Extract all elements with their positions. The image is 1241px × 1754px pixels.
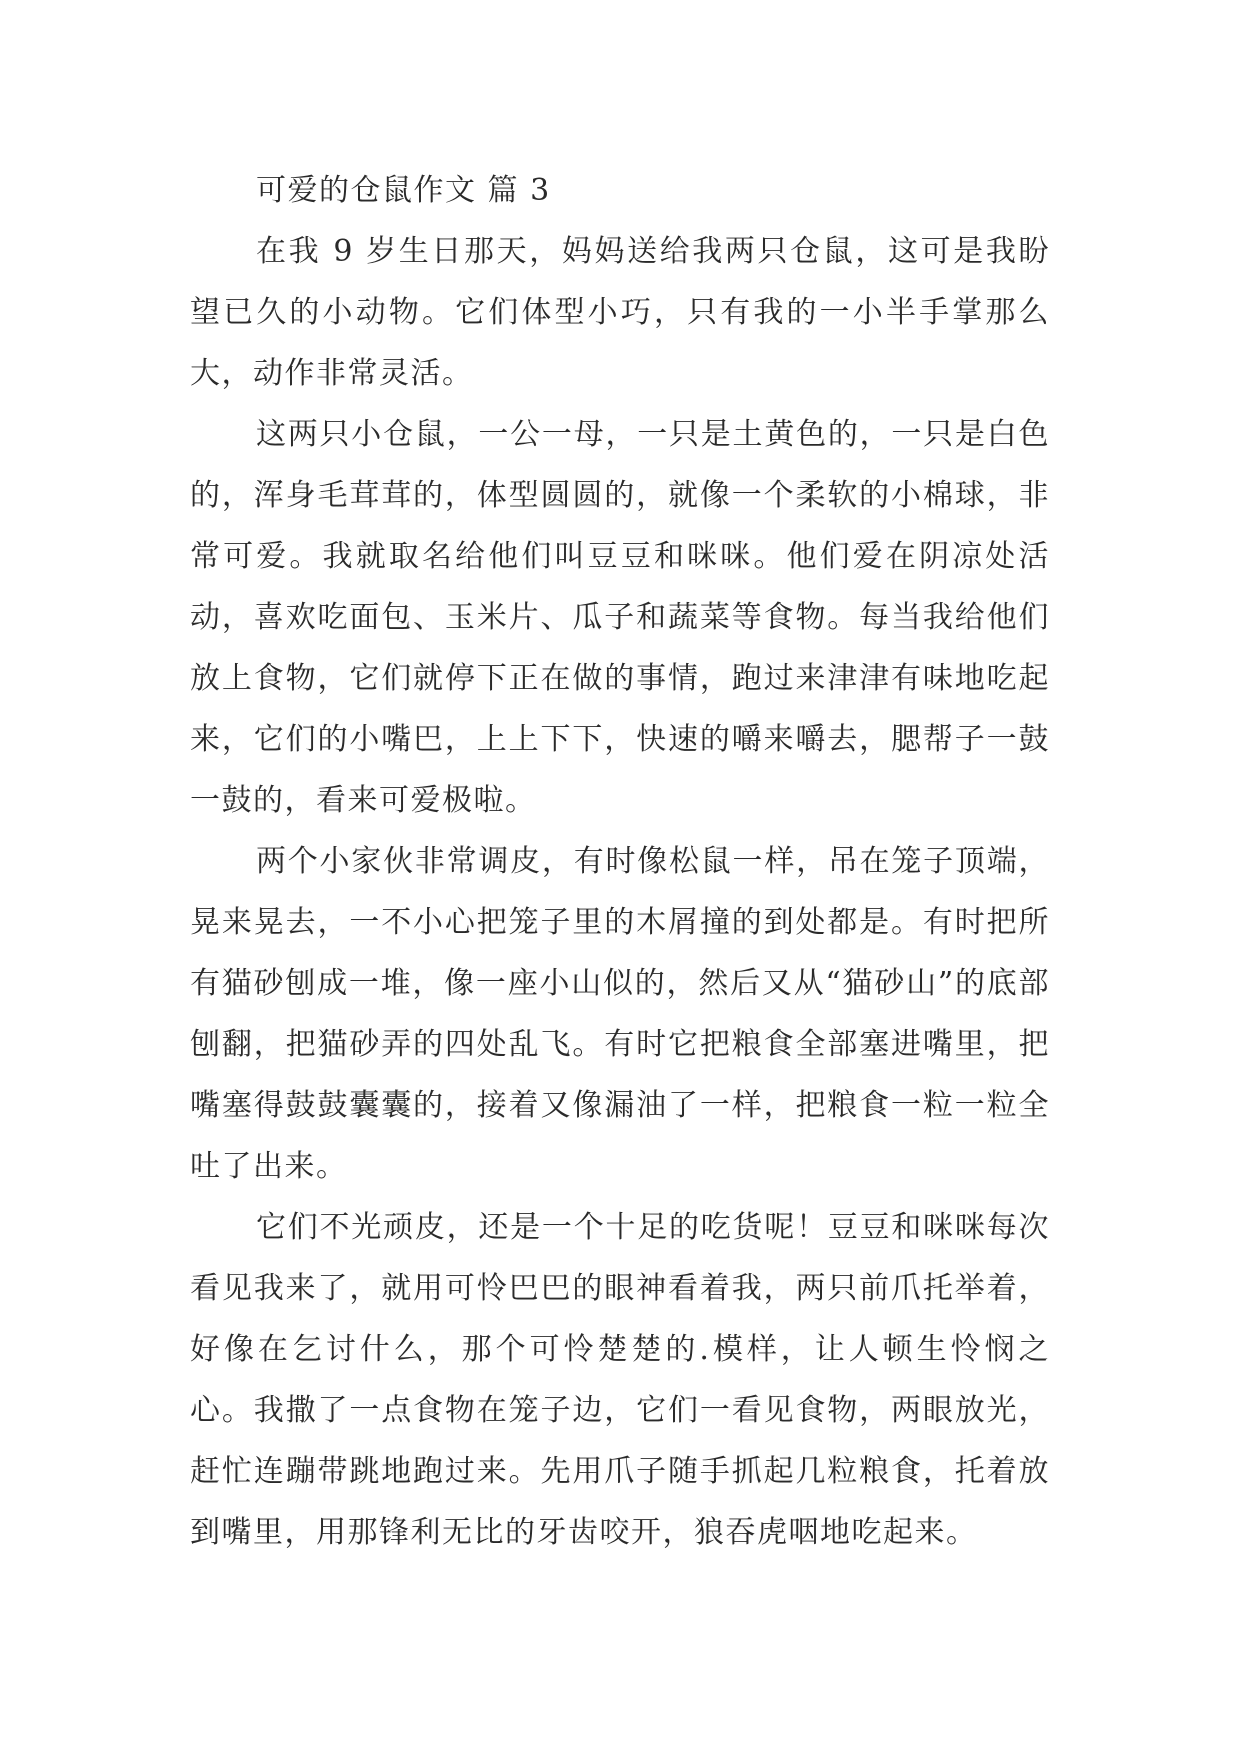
paragraph-3: 两个小家伙非常调皮，有时像松鼠一样，吊在笼子顶端，晃来晃去，一不小心把笼子里的木屑撞的到处都是。有时把所有猫砂刨成一堆，像一座小山似的，然后又从“猫砂山”的底部刨翻，把猫砂弄的四处乱飞。有时它把粮食全部塞进嘴里，把嘴塞得鼓鼓囊囊的，接着又像漏油了一样，把粮食一粒一粒全吐了出来。 — [190, 844, 1050, 1184]
paragraph-4: 它们不光顽皮，还是一个十足的吃货呢！豆豆和咪咪每次看见我来了，就用可怜巴巴的眼神看着我，两只前爪托举着，好像在乞讨什么，那个可怜楚楚的.模样，让人顿生怜悯之心。我撒了一点食物在笼子边，它们一看见食物，两眼放光，赶忙连蹦带跳地跑过来。先用爪子随手抓起几粒粮食，托着放到嘴里，用那锋利无比的牙齿咬开，狼吞虎咽地吃起来。 — [190, 1210, 1050, 1550]
page-title: 可爱的仓鼠作文 篇 3 — [256, 173, 551, 208]
paragraph-2: 这两只小仓鼠，一公一母，一只是土黄色的，一只是白色的，浑身毛茸茸的，体型圆圆的，就像一个柔软的小棉球，非常可爱。我就取名给他们叫豆豆和咪咪。他们爱在阴凉处活动，喜欢吃面包、玉米片、瓜子和蔬菜等食物。每当我给他们放上食物，它们就停下正在做的事情，跑过来津津有味地吃起来，它们的小嘴巴，上上下下，快速的嚼来嚼去，腮帮子一鼓一鼓的，看来可爱极啦。 — [190, 417, 1050, 818]
paragraph-1: 在我 9 岁生日那天，妈妈送给我两只仓鼠，这可是我盼望已久的小动物。它们体型小巧，只有我的一小半手掌那么大，动作非常灵活。 — [190, 234, 1050, 391]
document-body — [190, 160, 1050, 1563]
